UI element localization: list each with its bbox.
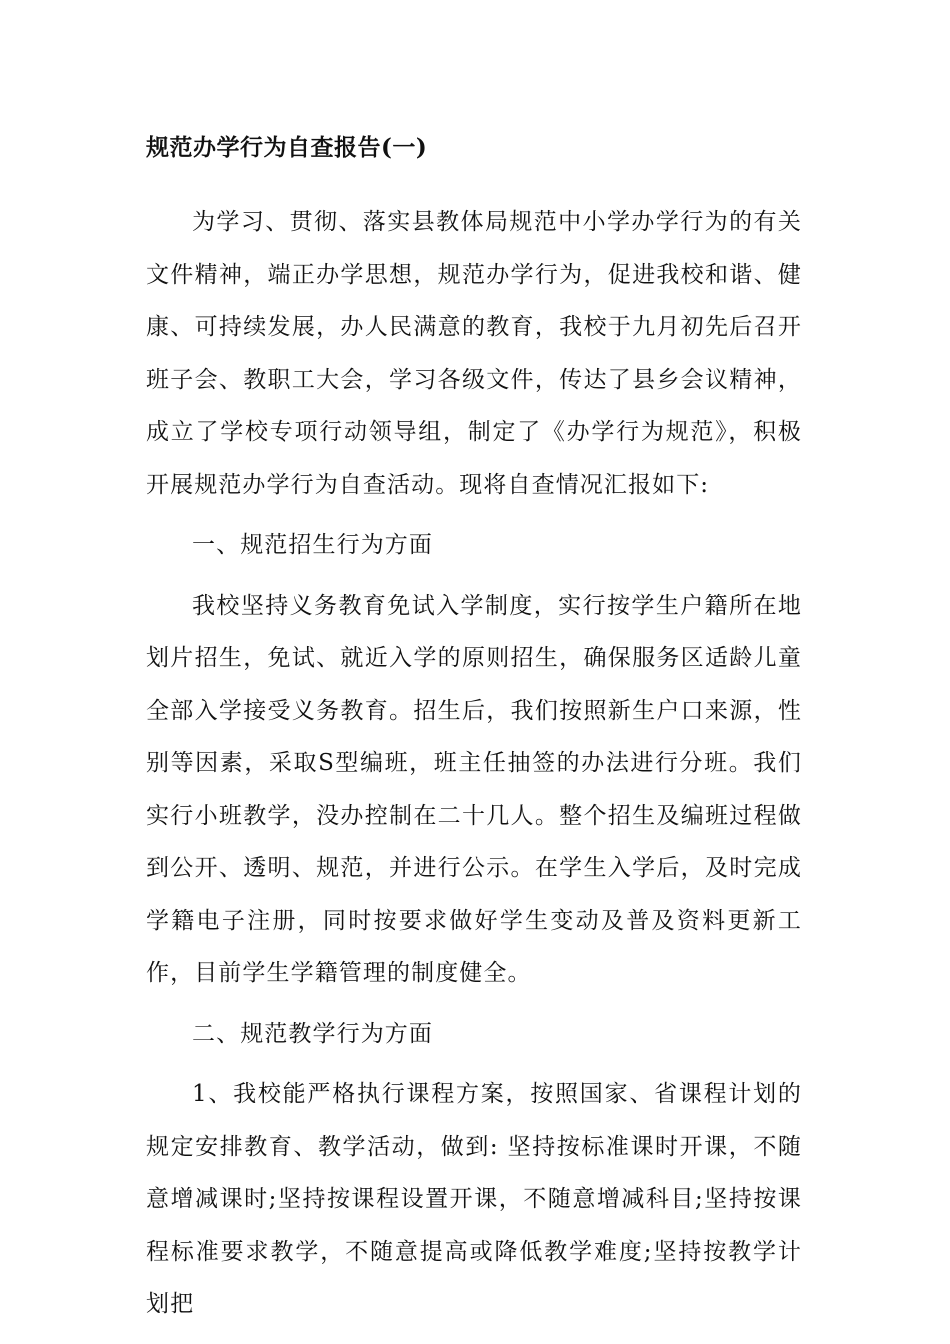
- section-heading-enrollment: 一、规范招生行为方面: [192, 532, 433, 558]
- paragraph-gap: [146, 511, 802, 519]
- section-body-teaching: 1、我校能严格执行课程方案，按照国家、省课程计划的规定安排教育、教学活动，做到: 坚持按标准课时开课，不随意增减课时;坚持按课程设置开课，不随意增减科目;坚持按课程标准要求教学，不随意提高或降低教学难度;坚持按教学计划把: [146, 1081, 802, 1317]
- intro-paragraph: 为学习、贯彻、落实县教体局规范中小学办学行为的有关文件精神，端正办学思想，规范办学行为，促进我校和谐、健康、可持续发展，办人民满意的教育，我校于九月初先后召开班子会、教职工大会，学习各级文件，传达了县乡会议精神，成立了学校专项行动领导组，制定了《办学行为规范》，积极开展规范办学行为自查活动。现将自查情况汇报如下:: [146, 209, 802, 498]
- paragraph-gap: [146, 1060, 802, 1068]
- section-heading-teaching: 二、规范教学行为方面: [192, 1020, 433, 1047]
- section-body-enrollment: 我校坚持义务教育免试入学制度，实行按学生户籍所在地划片招生，免试、就近入学的原则招生，确保服务区适龄儿童全部入学接受义务教育。招生后，我们按照新生户口来源，性别等因素，采取S型编班，班主任抽签的办法进行分班。我们实行小班教学，没办控制在二十几人。整个招生及编班过程做到公开、透明、规范，并进行公示。在学生入学后，及时完成学籍电子注册，同时按要求做好学生变动及普及资料更新工作，目前学生学籍管理的制度健全。: [146, 592, 802, 986]
- paragraph-gap: [146, 1000, 802, 1008]
- paragraph-gap: [146, 572, 802, 580]
- document-title: 规范办学行为自查报告(一): [146, 134, 428, 161]
- document-body: [146, 128, 802, 1331]
